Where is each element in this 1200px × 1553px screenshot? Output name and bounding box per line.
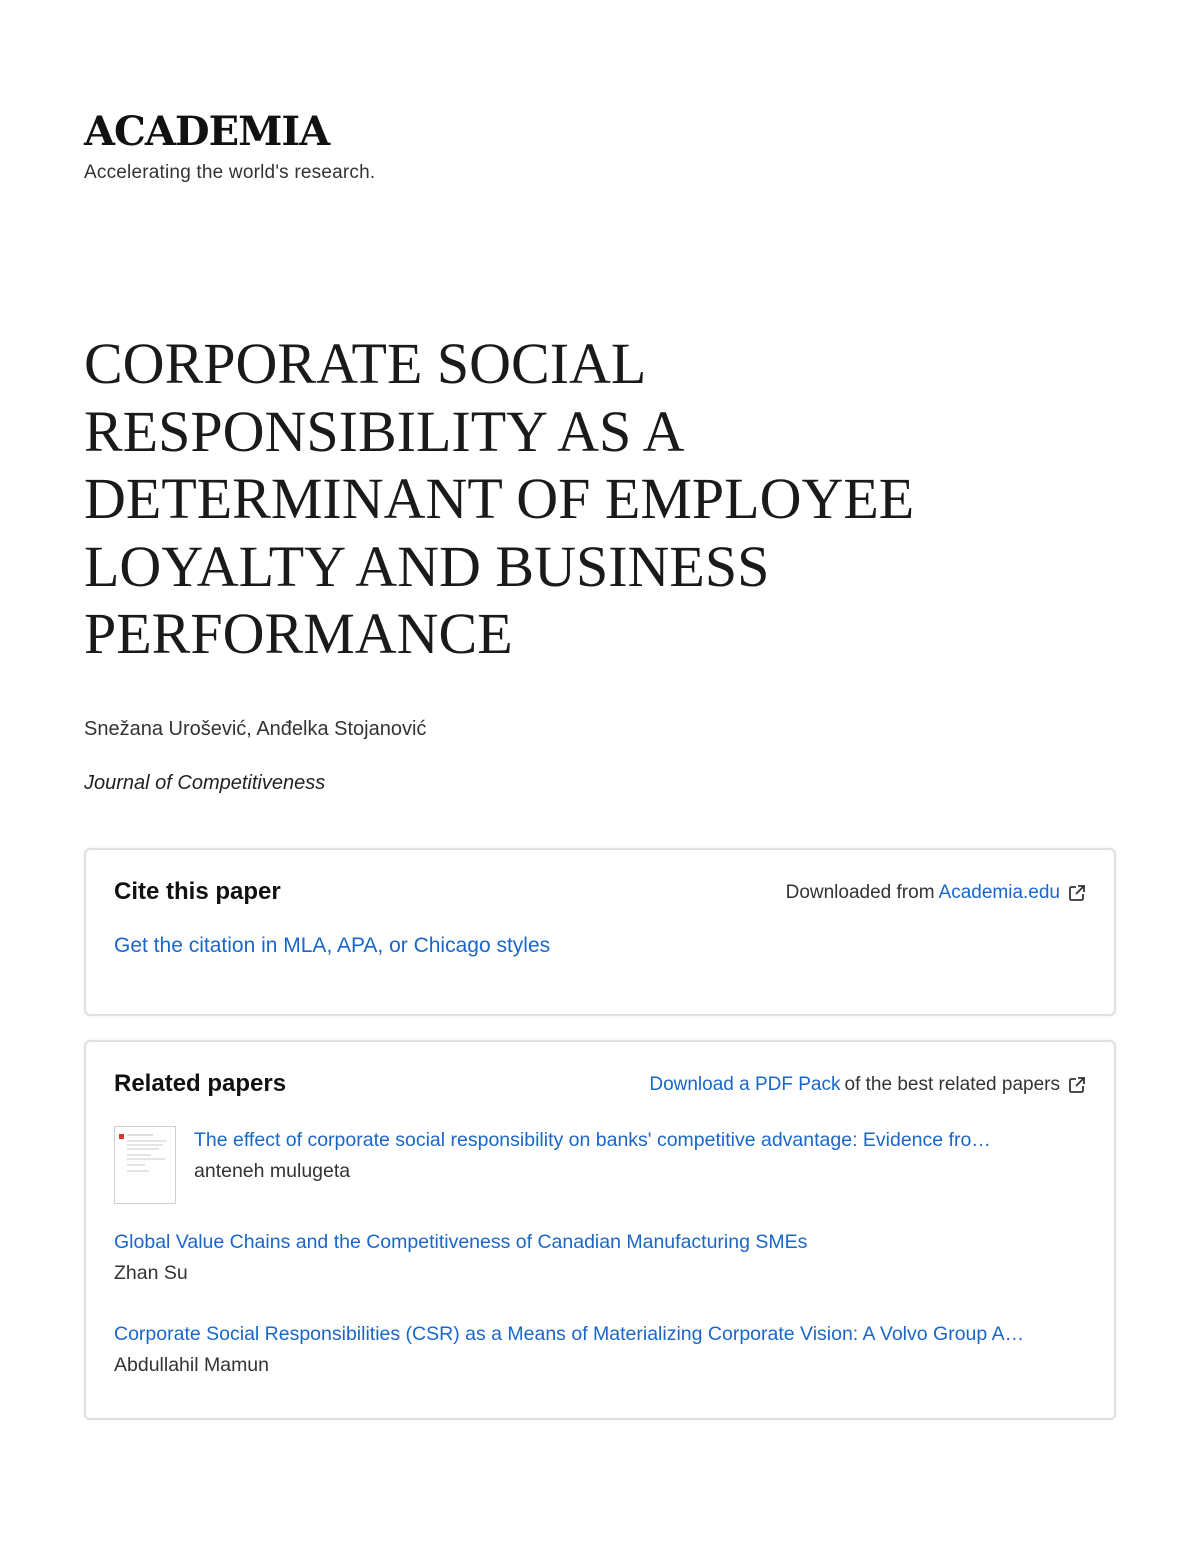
related-item [114,1320,1094,1379]
related-item-title[interactable]: The effect of corporate social responsibility on banks' competitive advantage: Evidence fro… [194,1129,991,1151]
paper-title: CORPORATE SOCIAL RESPONSIBILITY AS A DETERMINANT OF EMPLOYEE LOYALTY AND BUSINESS PERFORMANCE [84,331,915,666]
downloaded-prefix: Downloaded from [785,882,935,903]
related-item [114,1228,1094,1287]
citation-link[interactable]: Get the citation in MLA, APA, or Chicago styles [114,934,551,957]
external-link-icon[interactable] [1068,884,1086,902]
paper-journal: Journal of Competitiveness [84,772,326,794]
related-item-author: Zhan Su [114,1262,188,1284]
brand-logo[interactable]: ACADEMIA [84,108,330,155]
pdf-pack [649,1074,1086,1096]
cite-card [84,848,1116,1016]
related-item-text [194,1126,1094,1185]
related-item-title[interactable]: Corporate Social Responsibilities (CSR) as a Means of Materializing Corporate Vision: A Volvo Group A… [114,1323,1025,1345]
related-heading: Related papers [114,1070,287,1097]
related-card [84,1040,1116,1420]
related-item-author: anteneh mulugeta [194,1160,351,1182]
related-item-title[interactable]: Global Value Chains and the Competitiveness of Canadian Manufacturing SMEs [114,1231,808,1253]
cite-heading: Cite this paper [114,878,281,905]
paper-authors: Snežana Urošević, Anđelka Stojanović [84,718,427,740]
paper-thumbnail-icon[interactable] [114,1126,176,1204]
pdf-pack-suffix: of the best related papers [844,1074,1060,1095]
brand-tagline: Accelerating the world's research. [84,162,376,183]
downloaded-from [786,882,1086,904]
pdf-pack-link[interactable]: Download a PDF Pack [649,1074,841,1095]
related-item-author: Abdullahil Mamun [114,1354,270,1376]
external-link-icon[interactable] [1068,1076,1086,1094]
academia-link[interactable]: Academia.edu [938,882,1060,903]
